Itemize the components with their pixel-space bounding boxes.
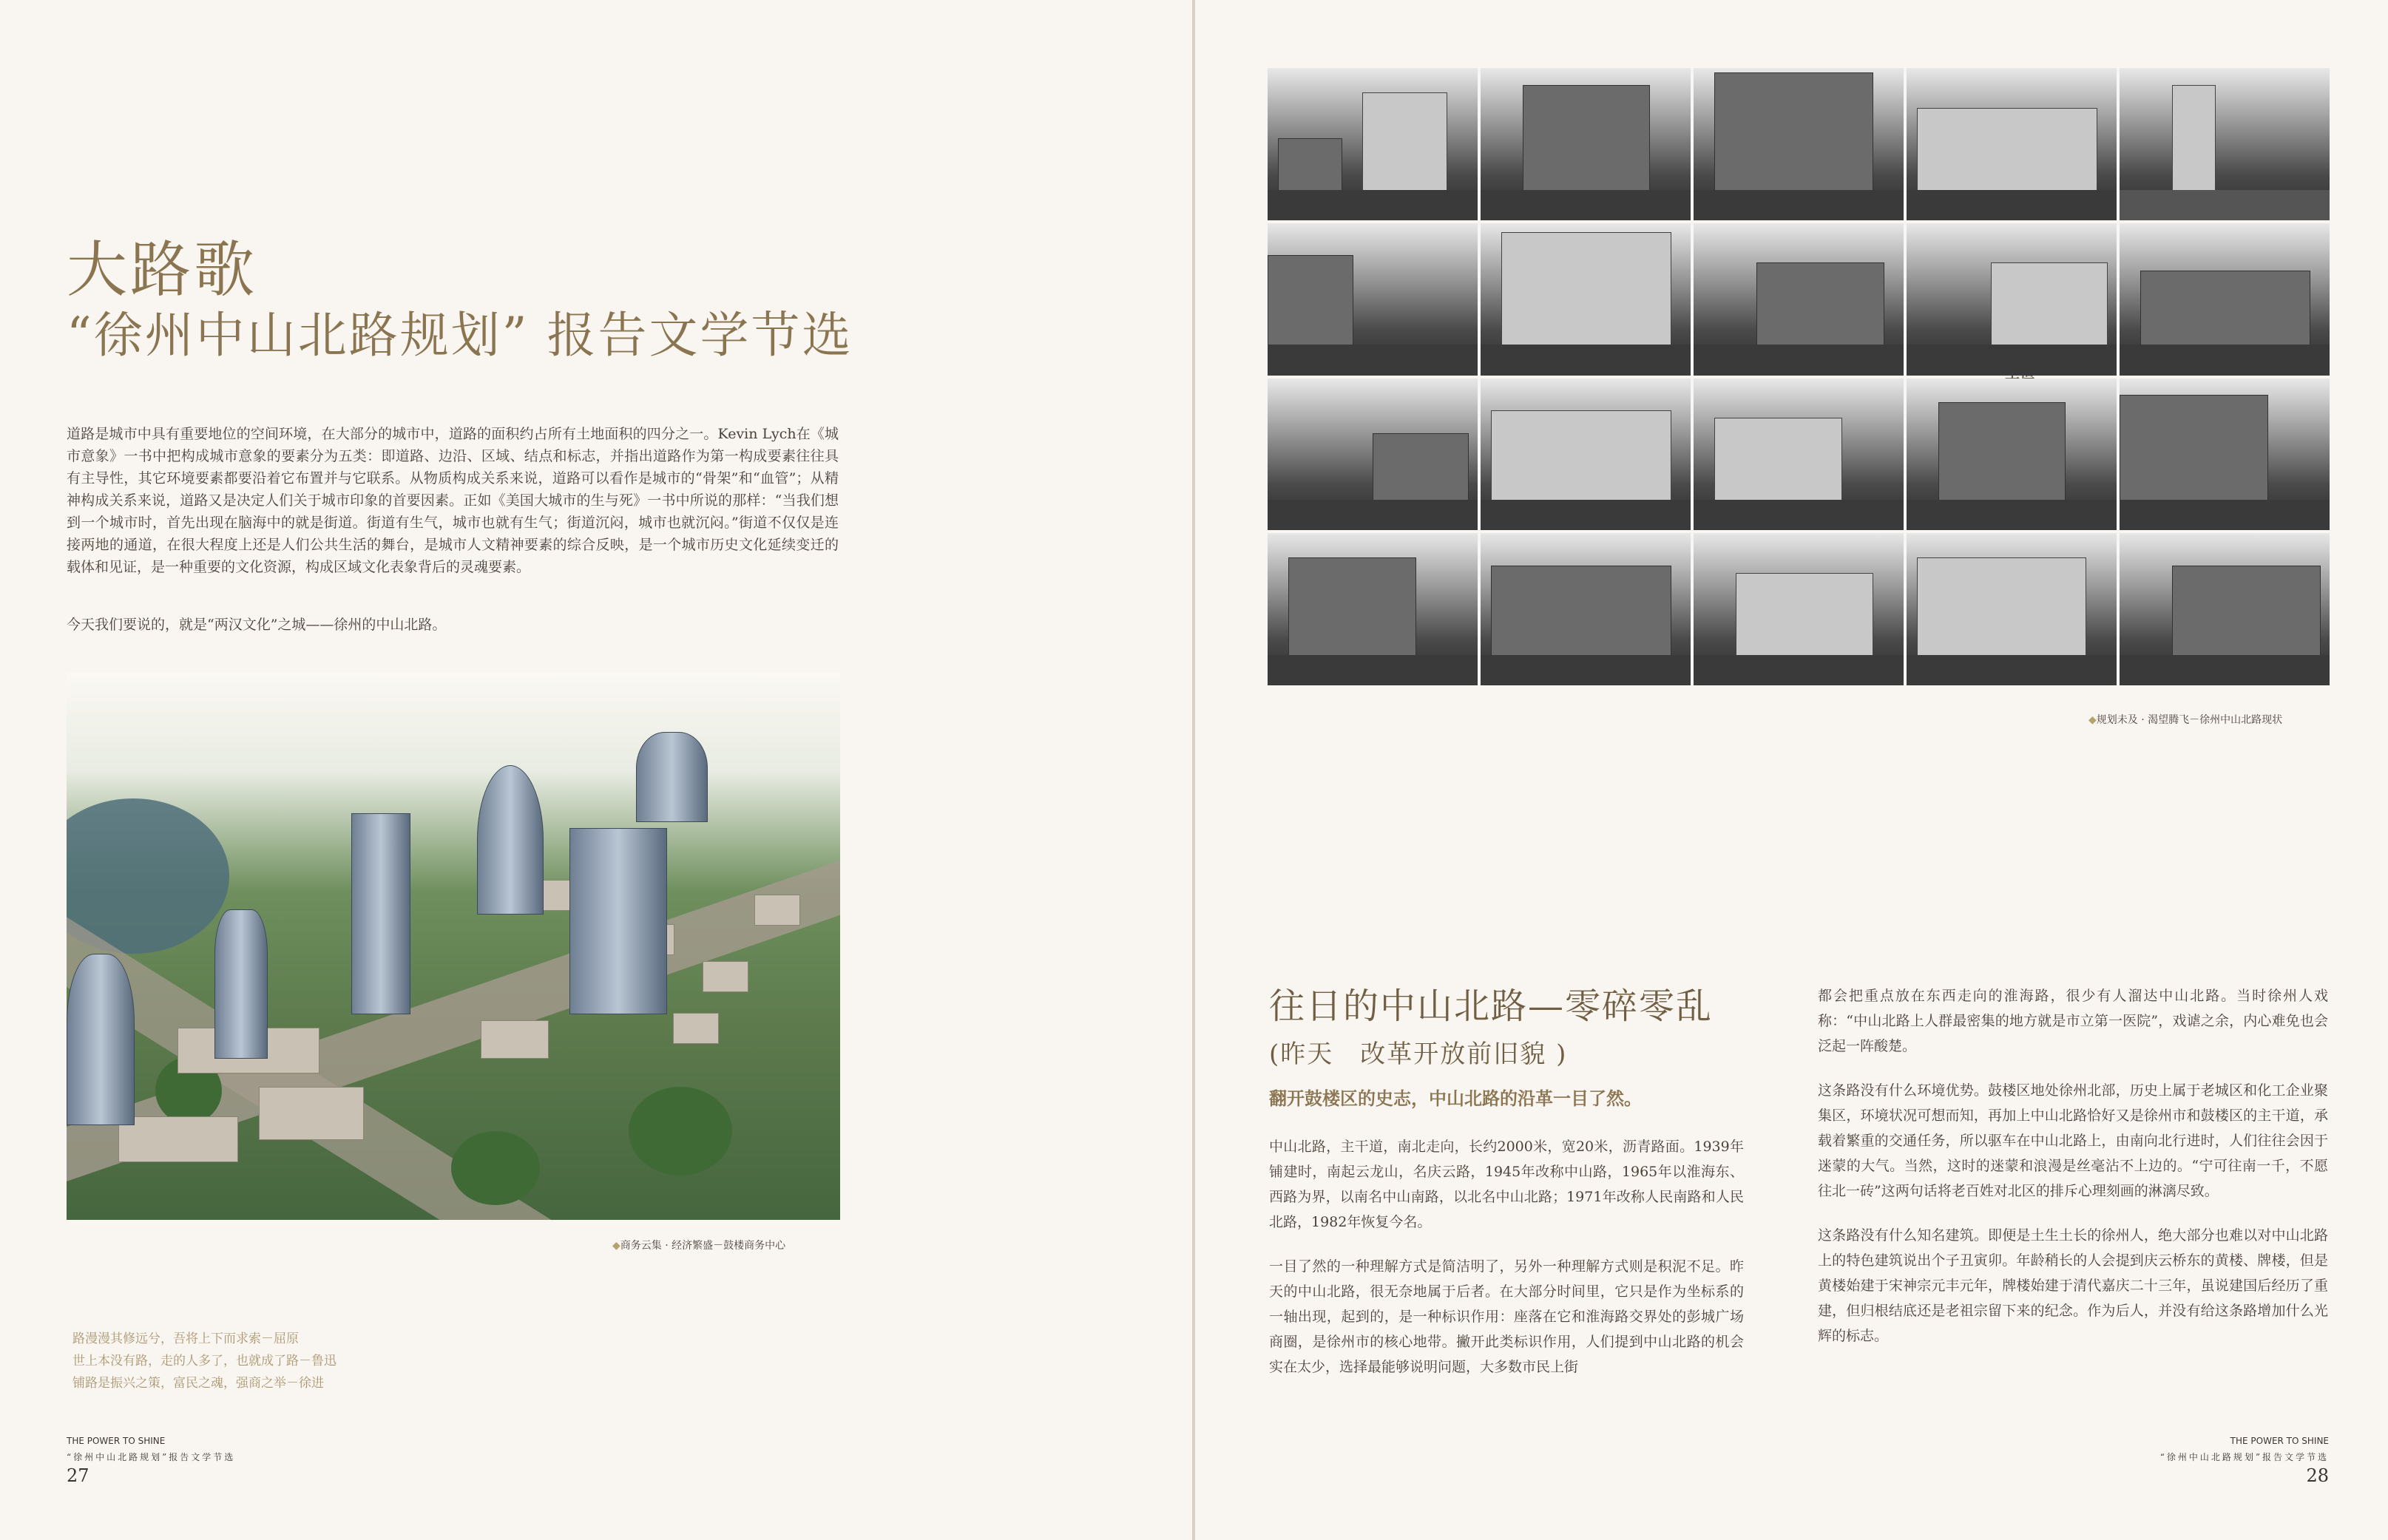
street-photo (1694, 68, 1904, 220)
paragraph: 中山北路，主干道，南北走向，长约2000米，宽20米，沥青路面。1939年铺建时，南起云龙山，名庆云路，1945年改称中山路，1965年以淮海东、西路为界，以南名中山南路，以北名中山北路；1971年改称人民南路和人民北路，1982年恢复今名。 (1269, 1139, 1744, 1230)
street-photo-grid (1268, 68, 2330, 685)
paragraph: 这条路没有什么环境优势。鼓楼区地处徐州北部，历史上属于老城区和化工企业聚集区，环境状况可想而知，再加上中山北路恰好又是徐州市和鼓楼区的主干道，承载着繁重的交通任务，所以驱车在中山北路上，由南向北行进时，人们往往会因于迷蒙的大气。当然，这时的迷蒙和浪漫是丝毫沾不上边的。“宁可往南一千，不愿往北一砖”这两句话将老百姓对北区的排斥心理刻画的淋漓尽致。 (1818, 1082, 2328, 1199)
footer-brand-left: THE POWER TO SHINE (67, 1436, 166, 1446)
section-title: 往日的中山北路—零碎零乱 (1269, 986, 1714, 1027)
footer-brand-right: THE POWER TO SHINE (2230, 1436, 2329, 1446)
second-paragraph: 今天我们要说的，就是“两汉文化”之城——徐州的中山北路。 (67, 617, 447, 633)
street-photo (1907, 533, 2117, 685)
intro-paragraph: 道路是城市中具有重要地位的空间环境，在大部分的城市中，道路的面积约占所有土地面积的四分之一。Kevin Lych在《城市意象》一书中把构成城市意象的要素分为五类：即道路、边沿、区域、结点和标志，并指出道路作为第一构成要素往往具有主导性，其它环境要素都要沿着它布置并与它联系。从物质构成关系来说，道路可以看作是城市的“骨架”和“血管”；从精神构成关系来说，道路又是决定人们关于城市印象的首要因素。正如《美国大城市的生与死》一书中所说的那样：“当我们想到一个城市时，首先出现在脑海中的就是街道。街道有生气，城市也就有生气；街道沉闷，城市也就沉闷。”街道不仅仅是连接两地的通道，在很大程度上还是人们公共生活的舞台，是城市人文精神要素的综合反映，是一个城市历史文化延续变迁的载体和见证，是一种重要的文化资源，构成区域文化表象背后的灵魂要素。 (67, 426, 839, 575)
street-photo (1481, 533, 1691, 685)
aerial-rendering-image (67, 673, 840, 1220)
street-photo (2120, 223, 2330, 376)
street-photo (2120, 533, 2330, 685)
street-photo (2120, 379, 2330, 531)
street-photo (1694, 533, 1904, 685)
street-photo (1481, 379, 1691, 531)
street-photo (1907, 68, 2117, 220)
paragraph: 都会把重点放在东西走向的淮海路，很少有人溜达中山北路。当时徐州人戏称：“中山北路上人群最密集的地方就是市立第一医院”，戏谑之余，内心难免也会泛起一阵酸楚。 (1818, 988, 2328, 1054)
paragraph: 一目了然的一种理解方式是简洁明了，另外一种理解方式则是积泥不足。昨天的中山北路，很无奈地属于后者。在大部分时间里，它只是作为坐标系的一轴出现，起到的，是一种标识作用：座落在它和淮海路交界处的彭城广场商圈，是徐州市的核心地带。撇开此类标识作用，人们提到中山北路的机会实在太少，选择最能够说明问题，大多数市民上街 (1269, 1258, 1744, 1375)
street-photo (1268, 379, 1478, 531)
text-column-1 (1269, 1134, 1744, 1399)
paragraph: 这条路没有什么知名建筑。即便是土生土长的徐州人，绝大部分也难以对中山北路上的特色建筑说出个子丑寅卯。年龄稍长的人会提到庆云桥东的黄楼、牌楼，但是黄楼始建于宋神宗元丰元年，牌楼始建于清代嘉庆二十三年，虽说建国后经历了重建，但归根结底还是老祖宗留下来的纪念。作为后人，并没有给这条路增加什么光辉的标志。 (1818, 1227, 2328, 1344)
street-photo (2120, 68, 2330, 220)
section-subtitle: (昨天 改革开放前旧貌 ) (1269, 1039, 1568, 1069)
street-photo (1481, 68, 1691, 220)
street-photo (1268, 223, 1478, 376)
article-title: 大路歌 (67, 235, 258, 305)
street-photo (1694, 223, 1904, 376)
caption-bullet-icon: ◆ (2088, 714, 2097, 726)
quotes-block (72, 1328, 336, 1394)
quote-line: 铺路是振兴之策，富民之魂，强商之举－徐进 (72, 1376, 324, 1391)
footer-subtitle-left: “徐州中山北路规划”报告文学节选 (67, 1452, 236, 1462)
street-photo (1268, 533, 1478, 685)
footer-subtitle-right: “徐州中山北路规划”报告文学节选 (2159, 1452, 2329, 1462)
aerial-image-caption: ◆商务云集 · 经济繁盛－鼓楼商务中心 (612, 1240, 786, 1252)
street-photo (1907, 379, 2117, 531)
page-number-left: 27 (67, 1465, 89, 1486)
quote-line: 世上本没有路，走的人多了，也就成了路－鲁迅 (72, 1354, 336, 1368)
caption-bullet-icon: ◆ (612, 1240, 620, 1252)
street-photo (1268, 68, 1478, 220)
street-photo (1481, 223, 1691, 376)
article-subtitle: “徐州中山北路规划” 报告文学节选 (67, 307, 853, 364)
text-column-2 (1818, 983, 2328, 1368)
photo-grid-caption: ◆规划未及 · 渴望腾飞－徐州中山北路现状 (2088, 714, 2283, 726)
page-number-right: 28 (2306, 1465, 2329, 1486)
street-photo (1694, 379, 1904, 531)
section-lead: 翻开鼓楼区的史志，中山北路的沿革一目了然。 (1269, 1088, 1642, 1109)
quote-line: 路漫漫其修远兮，吾将上下而求索－屈原 (72, 1332, 299, 1346)
street-photo (1907, 223, 2117, 376)
